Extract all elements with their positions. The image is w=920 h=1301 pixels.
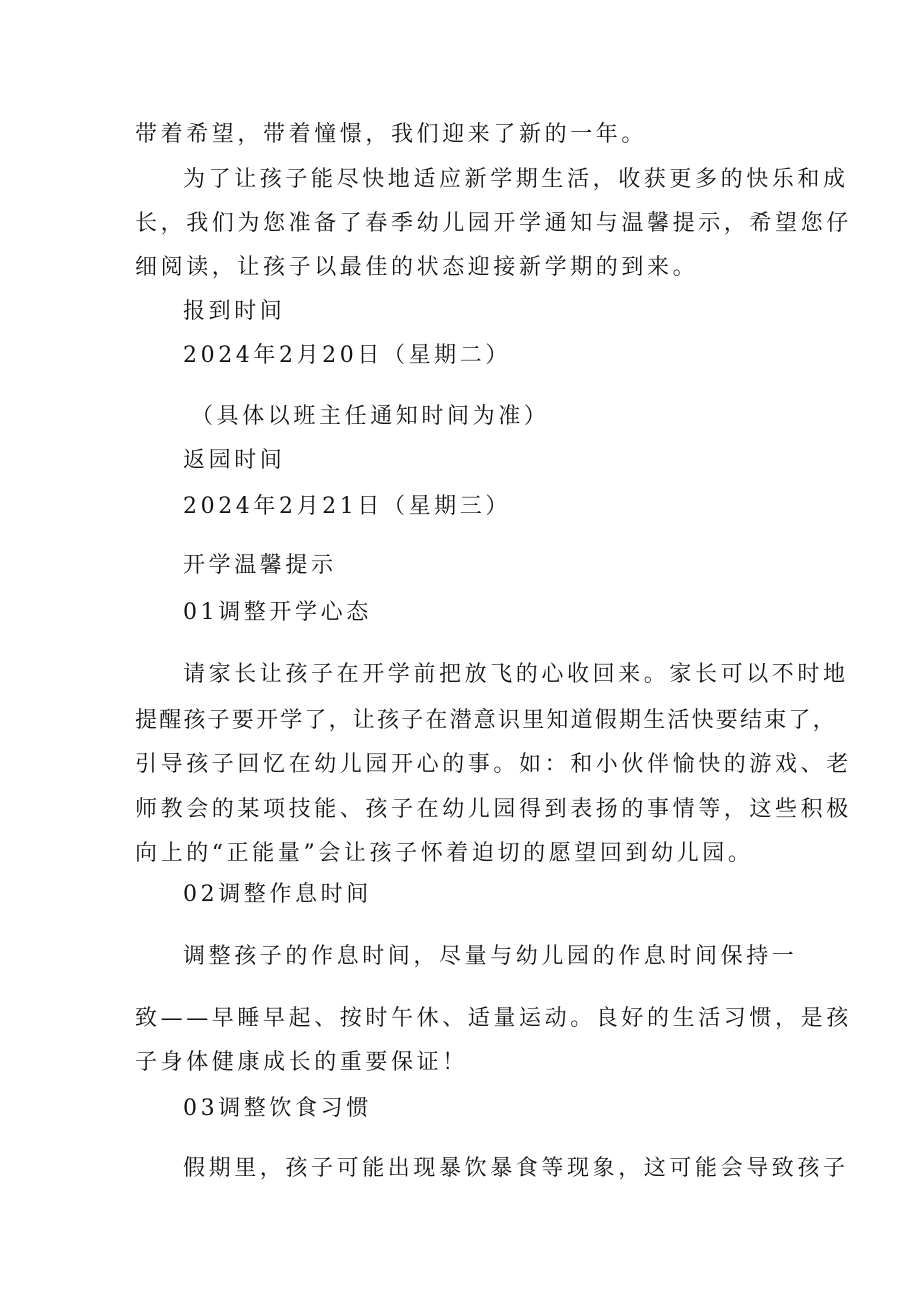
return-date: 2024年2月21日（星期三） xyxy=(183,494,511,519)
registration-note: （具体以班主任通知时间为准） xyxy=(191,404,550,429)
paragraph-line: 细阅读，让孩子以最佳的状态迎接新学期的到来。 xyxy=(135,255,699,280)
paragraph-line: 致——早睡早起、按时午休、适量运动。良好的生活习惯，是孩 xyxy=(135,1006,852,1031)
paragraph-line: 师教会的某项技能、孩子在幼儿园得到表扬的事情等，这些积极 xyxy=(135,797,852,822)
tip-heading-02: 02调整作息时间 xyxy=(183,882,372,907)
section-heading-return: 返园时间 xyxy=(183,448,286,473)
paragraph-line: 子身体健康成长的重要保证！ xyxy=(135,1050,468,1075)
paragraph-line: 向上的“正能量”会让孩子怀着迫切的愿望回到幼儿园。 xyxy=(135,841,754,866)
section-heading-registration: 报到时间 xyxy=(183,299,286,324)
paragraph-line: 长，我们为您准备了春季幼儿园开学通知与温馨提示，希望您仔 xyxy=(135,211,852,236)
paragraph-line: 调整孩子的作息时间，尽量与幼儿园的作息时间保持一 xyxy=(183,944,798,969)
registration-date: 2024年2月20日（星期二） xyxy=(183,343,511,368)
paragraph-line: 引导孩子回忆在幼儿园开心的事。如：和小伙伴愉快的游戏、老 xyxy=(135,752,852,777)
paragraph-line: 为了让孩子能尽快地适应新学期生活，收获更多的快乐和成 xyxy=(183,167,849,192)
section-heading-tips: 开学温馨提示 xyxy=(183,553,337,578)
paragraph-line: 假期里，孩子可能出现暴饮暴食等现象，这可能会导致孩子 xyxy=(183,1156,849,1181)
tip-heading-01: 01调整开学心态 xyxy=(183,600,372,625)
intro-line: 带着希望，带着憧憬，我们迎来了新的一年。 xyxy=(135,122,648,147)
paragraph-line: 提醒孩子要开学了，让孩子在潜意识里知道假期生活快要结束了， xyxy=(135,708,837,733)
tip-heading-03: 03调整饮食习惯 xyxy=(183,1096,372,1121)
paragraph-line: 请家长让孩子在开学前把放飞的心收回来。家长可以不时地 xyxy=(183,662,849,687)
